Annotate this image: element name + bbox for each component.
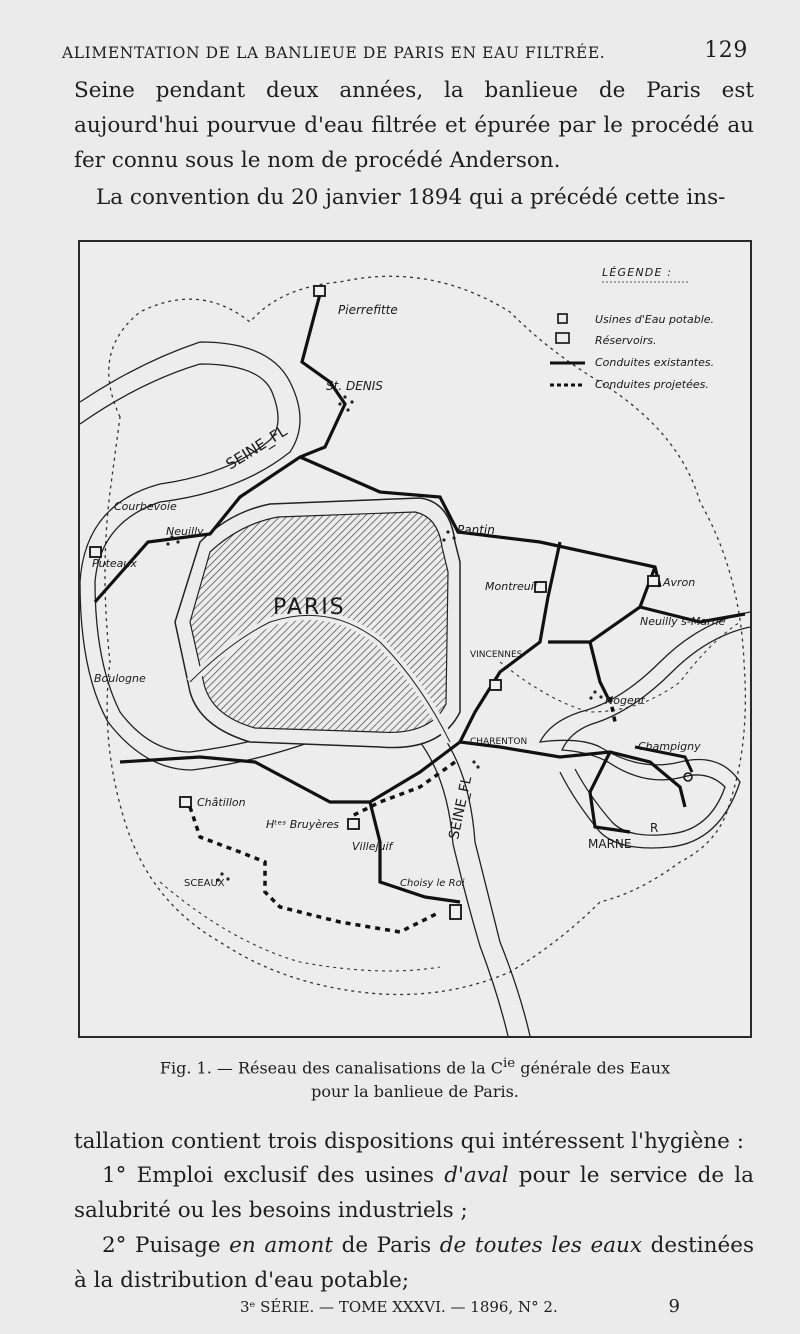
p5-emphasis-1: en amont bbox=[229, 1233, 333, 1258]
label-neuilly: Neuilly bbox=[166, 525, 204, 538]
paragraph-4 bbox=[74, 1158, 754, 1228]
caption-line-1-before: Fig. 1. — Réseau des canalisations de la C bbox=[159, 1058, 503, 1078]
caption-line-1 bbox=[78, 1052, 752, 1080]
legend-usine-symbol bbox=[558, 314, 567, 323]
map-legend bbox=[550, 266, 714, 391]
figure-caption bbox=[78, 1052, 752, 1104]
page-footer bbox=[240, 1296, 680, 1320]
paris-city bbox=[190, 512, 448, 732]
label-pierrefitte: Pierrefitte bbox=[338, 303, 398, 317]
p4-text-2: pour le service de la salubrité ou les besoins industriels ; bbox=[74, 1163, 754, 1223]
footer-series-info: 3ᵉ SÉRIE. — TOME XXXVI. — 1896, N° 2. bbox=[240, 1298, 558, 1316]
paragraph-1: Seine pendant deux années, la banlieue de Paris est aujourd'hui pourvue d'eau filtrée et épurée par le procédé au fer connu sous le nom de procédé Anderson. bbox=[74, 78, 754, 173]
paragraph-3: tallation contient trois dispositions qui intéressent l'hygiène : bbox=[74, 1129, 744, 1154]
label-bruyeres: Hᵗᵉˢ Bruyères bbox=[266, 818, 340, 831]
caption-line-1-after: générale des Eaux bbox=[515, 1058, 671, 1078]
label-villejuif: Villejuif bbox=[352, 840, 393, 853]
map-figure bbox=[78, 240, 752, 1038]
page-number: 129 bbox=[704, 38, 748, 63]
label-nogent: Nogent bbox=[605, 694, 645, 707]
label-charenton: CHARENTON bbox=[470, 737, 528, 747]
label-montreuil: Montreuil bbox=[485, 580, 537, 593]
label-vincennes: VINCENNES bbox=[470, 650, 523, 660]
label-puteaux: Puteaux bbox=[92, 557, 137, 570]
p5-emphasis-2: de toutes les eaux bbox=[439, 1233, 643, 1258]
label-choisy: Choisy le Roi bbox=[400, 878, 465, 889]
caption-superscript: ie bbox=[502, 1056, 516, 1071]
legend-title: LÉGENDE : bbox=[602, 266, 673, 279]
marne-r-label: R bbox=[650, 821, 659, 835]
label-neuilly-marne: Neuilly s-Marne bbox=[640, 615, 726, 628]
label-avron: Avron bbox=[663, 576, 696, 589]
p4-text-1: 1° Emploi exclusif des usines bbox=[102, 1163, 445, 1188]
label-boulogne: Boulogne bbox=[94, 672, 146, 685]
label-champigny: Champigny bbox=[638, 740, 701, 753]
label-sceaux: SCEAUX bbox=[184, 878, 225, 889]
legend-item-projected: Conduites projetées. bbox=[595, 378, 709, 391]
seine-label-north: SEINE_FL bbox=[222, 421, 291, 474]
p5-text-1: 2° Puisage bbox=[102, 1233, 230, 1258]
inner-boundary bbox=[160, 882, 440, 971]
caption-line-2: pour la banlieue de Paris. bbox=[311, 1082, 519, 1102]
map-svg bbox=[80, 242, 750, 1036]
label-chatillon: Châtillon bbox=[197, 796, 246, 809]
paris-label: PARIS bbox=[273, 595, 346, 620]
label-courbevoie: Courbevoie bbox=[114, 500, 177, 513]
label-st-denis: St. DENIS bbox=[326, 379, 383, 393]
legend-item-reservoirs: Réservoirs. bbox=[595, 334, 657, 347]
paragraph-5 bbox=[74, 1228, 754, 1298]
marne-label: MARNE bbox=[588, 837, 632, 851]
seine-label-south: SEINE_FL bbox=[446, 774, 476, 841]
legend-item-existing: Conduites existantes. bbox=[595, 356, 715, 369]
p5-text-2: de Paris bbox=[332, 1233, 440, 1258]
legend-reservoir-symbol bbox=[556, 333, 569, 343]
p5-text-3: destinées à la distribution d'eau potable; bbox=[74, 1233, 754, 1293]
legend-item-usines: Usines d'Eau potable. bbox=[595, 313, 715, 326]
p4-emphasis: d'aval bbox=[444, 1163, 509, 1188]
label-pantin: Pantin bbox=[457, 523, 495, 537]
paragraph-2: La convention du 20 janvier 1894 qui a précédé cette ins- bbox=[96, 185, 726, 210]
marne-river bbox=[540, 612, 750, 848]
footer-sheet-number: 9 bbox=[668, 1296, 680, 1317]
running-title: ALIMENTATION DE LA BANLIEUE DE PARIS EN EAU FILTRÉE. bbox=[62, 44, 606, 62]
running-head bbox=[62, 36, 748, 70]
